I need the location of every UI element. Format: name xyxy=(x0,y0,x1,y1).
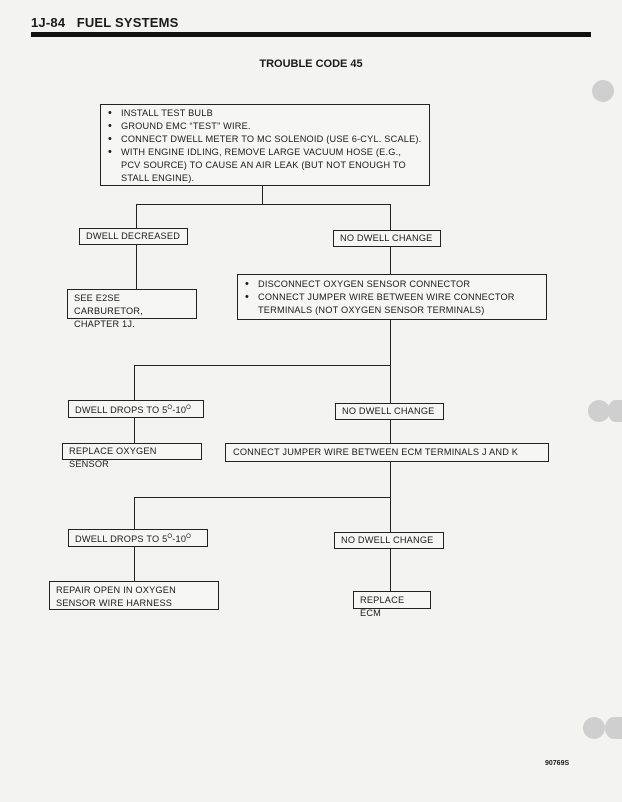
branch1-right-label: NO DWELL CHANGE xyxy=(340,233,433,243)
degree-mark: O xyxy=(167,534,173,540)
connector xyxy=(390,320,391,365)
connector xyxy=(134,418,135,443)
page-ref: 1J-84 xyxy=(31,15,66,30)
start-item: • GROUND EMC “TEST” WIRE. xyxy=(121,120,423,133)
connector xyxy=(262,186,263,204)
branch2-right-box xyxy=(335,403,444,420)
connector xyxy=(390,420,391,443)
result3-right-box xyxy=(353,591,431,618)
result2-left-label: REPLACE OXYGEN SENSOR xyxy=(69,446,157,469)
step3-label: CONNECT JUMPER WIRE BETWEEN ECM TERMINALS J AND K xyxy=(233,447,519,457)
figure-code: 90769S xyxy=(545,760,570,767)
degree-mark: O xyxy=(167,405,173,411)
result3-right-label: REPLACE ECM xyxy=(360,595,405,618)
connector xyxy=(136,204,391,205)
branch2-left-label: DWELL DROPS TO 5 xyxy=(75,405,168,416)
branch3-left-label-mid: -10 xyxy=(172,534,187,545)
degree-mark: O xyxy=(186,405,192,411)
result1-left-box xyxy=(67,289,197,329)
header-rule xyxy=(31,32,591,37)
branch2-right-label: NO DWELL CHANGE xyxy=(342,406,435,416)
chart-title: TROUBLE CODE 45 xyxy=(259,58,363,70)
connector xyxy=(390,204,391,230)
branch1-right-box xyxy=(333,230,441,247)
start-item: • WITH ENGINE IDLING, REMOVE LARGE VACUUM HOSE (E.G., PCV SOURCE) TO CAUSE AN AIR LEAK (BUT NOT ENOUGH TO STALL ENGINE). xyxy=(121,146,423,185)
connector xyxy=(134,365,135,401)
connector xyxy=(390,365,391,403)
step3-box xyxy=(225,443,549,462)
binder-hole xyxy=(608,400,622,422)
binder-hole xyxy=(592,80,614,102)
branch3-left-label: DWELL DROPS TO 5 xyxy=(75,534,168,545)
degree-mark: O xyxy=(186,534,192,540)
start-box xyxy=(100,104,430,186)
connector xyxy=(134,497,391,498)
connector xyxy=(390,549,391,591)
connector xyxy=(136,204,137,228)
branch1-left-label: DWELL DECREASED xyxy=(86,231,181,241)
binder-hole xyxy=(583,717,605,739)
connector xyxy=(134,547,135,581)
connector xyxy=(390,462,391,498)
binder-hole xyxy=(605,717,622,739)
branch1-left-box xyxy=(79,228,188,245)
branch3-left-box xyxy=(68,529,208,547)
branch3-right-label: NO DWELL CHANGE xyxy=(341,535,434,545)
step2-box xyxy=(237,274,547,320)
page-header xyxy=(31,15,179,30)
connector xyxy=(390,247,391,274)
branch3-right-box xyxy=(334,532,444,549)
result2-left-box xyxy=(62,443,202,469)
connector xyxy=(134,365,391,366)
section-title: FUEL SYSTEMS xyxy=(76,15,179,30)
result1-left-label: SEE E2SE CARBURETOR, CHAPTER 1J. xyxy=(74,293,143,329)
step2-item: • DISCONNECT OXYGEN SENSOR CONNECTOR xyxy=(258,278,540,291)
branch2-left-box xyxy=(68,400,204,418)
binder-hole xyxy=(588,400,610,422)
step2-item: • CONNECT JUMPER WIRE BETWEEN WIRE CONNECTOR TERMINALS (NOT OXYGEN SENSOR TERMINALS) xyxy=(258,291,540,317)
start-item: • INSTALL TEST BULB xyxy=(121,107,423,120)
connector xyxy=(390,497,391,532)
result3-left-label: REPAIR OPEN IN OXYGEN SENSOR WIRE HARNESS xyxy=(56,585,176,608)
result3-left-box xyxy=(49,581,219,610)
connector xyxy=(134,497,135,530)
connector xyxy=(136,245,137,289)
branch2-left-label-mid: -10 xyxy=(172,405,187,416)
start-item: • CONNECT DWELL METER TO MC SOLENOID (USE 6-CYL. SCALE). xyxy=(121,133,423,146)
